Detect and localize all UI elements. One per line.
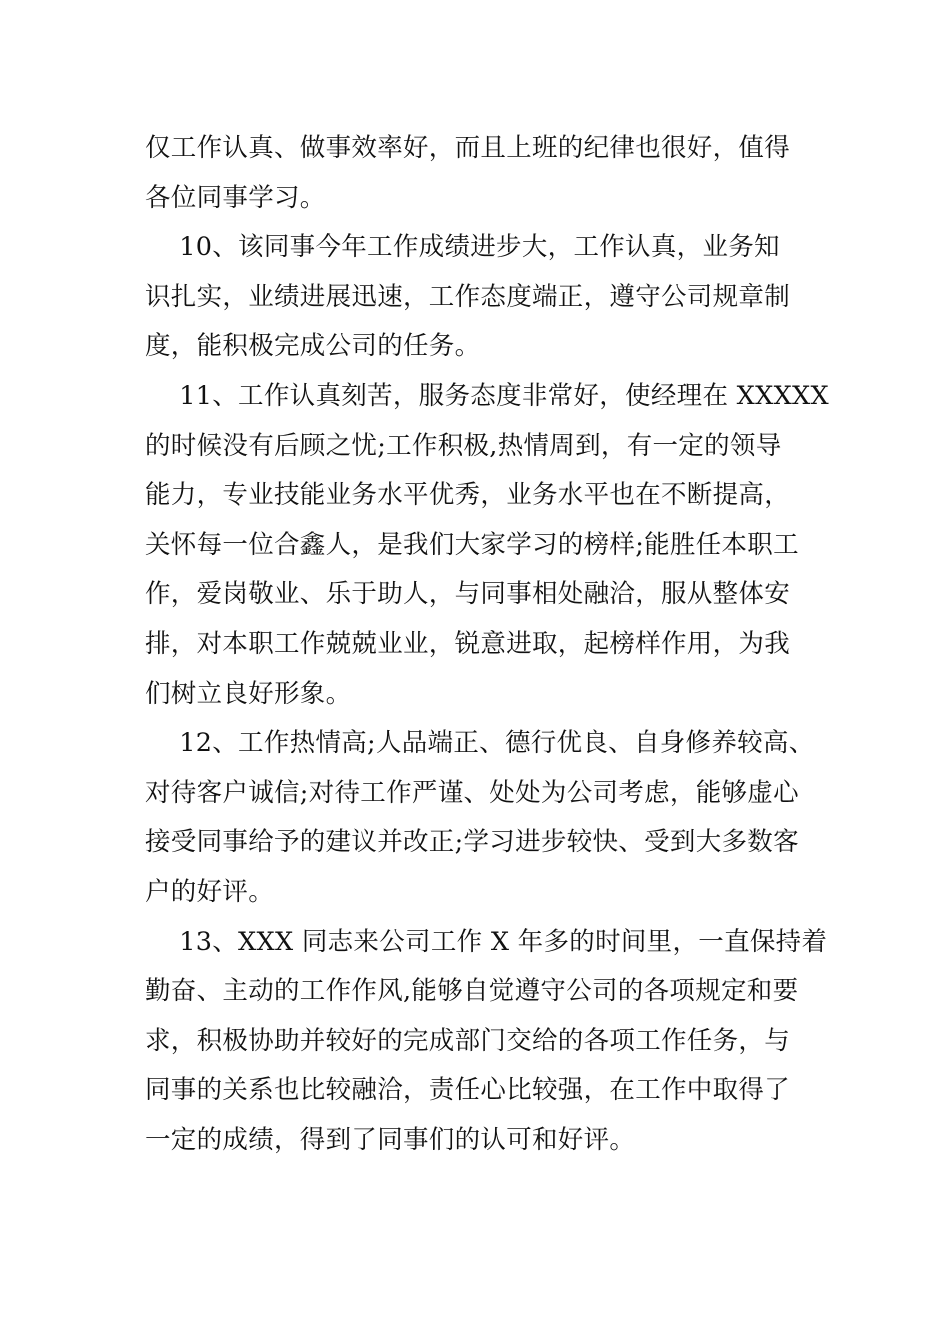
text-line: 勤奋、主动的工作作风,能够自觉遵守公司的各项规定和要 [145,976,799,1007]
paragraph-continuation [145,124,845,223]
text-line: 10、该同事今年工作成绩进步大，工作认真，业务知 [145,232,780,263]
text-line: 识扎实，业绩进展迅速，工作态度端正，遵守公司规章制 [145,281,791,312]
text-line: 各位同事学习。 [145,182,326,213]
text-line: 能力，专业技能业务水平优秀，业务水平也在不断提高， [145,480,791,511]
text-line: 一定的成绩，得到了同事们的认可和好评。 [145,1124,636,1155]
text-line: 12、工作热情高;人品端正、德行优良、自身修养较高、 [145,728,815,759]
text-line: 11、工作认真刻苦，服务态度非常好，使经理在 XXXXX [145,380,829,411]
paragraph-item-13 [145,918,845,1166]
text-line: 仅工作认真、做事效率好，而且上班的纪律也很好，值得 [145,133,791,163]
paragraph-item-10 [145,223,845,372]
text-line: 们树立良好形象。 [145,678,352,709]
text-line: 接受同事给予的建议并改正;学习进步较快、受到大多数客 [145,827,799,858]
document-body [145,124,845,1165]
text-line: 作，爱岗敬业、乐于助人，与同事相处融洽，服从整体安 [145,579,791,610]
paragraph-item-11 [145,372,845,719]
text-line: 户的好评。 [145,876,275,907]
text-line: 的时候没有后顾之忧;工作积极,热情周到，有一定的领导 [145,430,782,461]
text-line: 同事的关系也比较融洽，责任心比较强，在工作中取得了 [145,1075,791,1106]
text-line: 求，积极协助并较好的完成部门交给的各项工作任务，与 [145,1025,791,1056]
text-line: 对待客户诚信;对待工作严谨、处处为公司考虑，能够虚心 [145,777,799,808]
text-line: 关怀每一位合鑫人，是我们大家学习的榜样;能胜任本职工 [145,529,799,560]
paragraph-item-12 [145,719,845,917]
text-line: 排，对本职工作兢兢业业，锐意进取，起榜样作用，为我 [145,628,791,659]
text-line: 度，能积极完成公司的任务。 [145,331,481,362]
text-line: 13、XXX 同志来公司工作 X 年多的时间里，一直保持着 [145,926,828,957]
